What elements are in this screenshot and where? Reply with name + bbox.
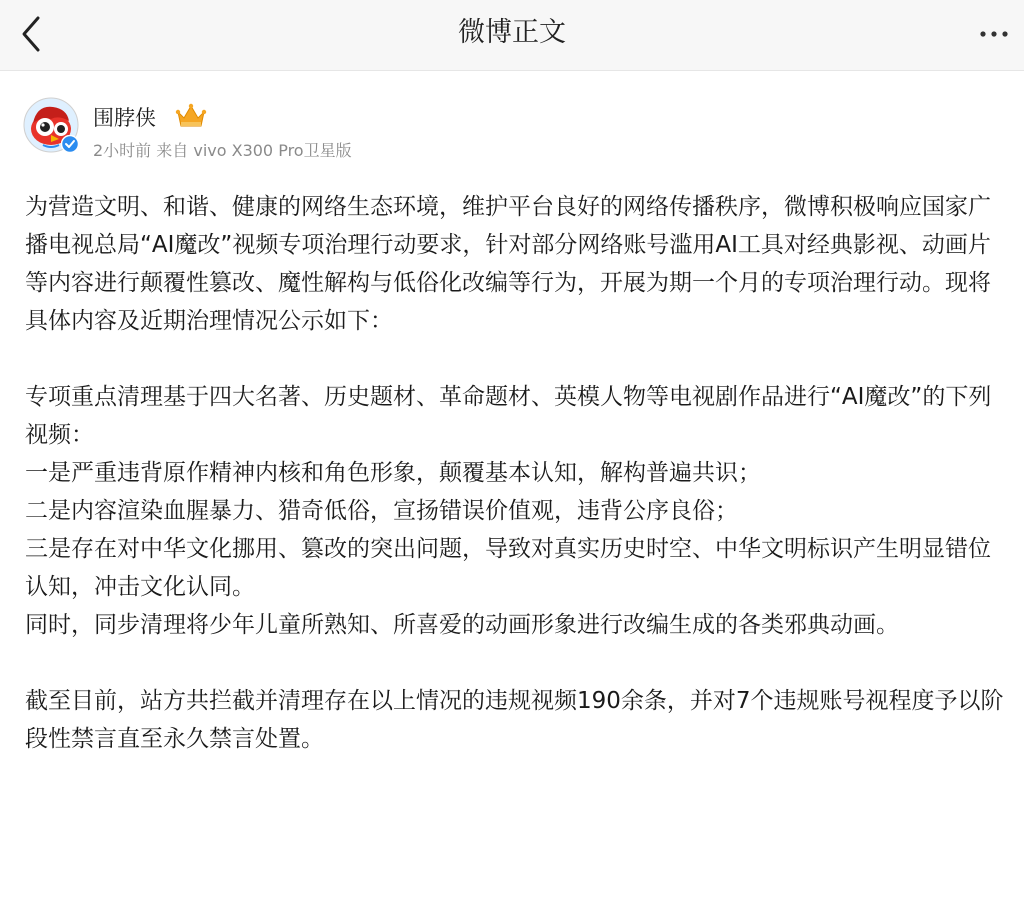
more-button[interactable]: [974, 14, 1014, 54]
back-button[interactable]: [14, 12, 54, 56]
crown-icon: [175, 102, 207, 130]
post-body: [25, 188, 1005, 758]
member-crown-badge[interactable]: [175, 102, 207, 130]
chevron-left-icon: [14, 12, 54, 56]
paragraph-spacer: [25, 644, 1005, 682]
paragraph-line: 专项重点清理基于四大名著、历史题材、革命题材、英模人物等电视剧作品进行“AI魔改”的下列视频：: [25, 384, 992, 448]
verified-check-icon: [61, 135, 79, 153]
page-title: 微博正文: [458, 17, 566, 48]
post-header: [0, 72, 1024, 172]
paragraph-intro: 为营造文明、和谐、健康的网络生态环境，维护平台良好的网络传播秩序，微博积极响应国家广播电视总局“AI魔改”视频专项治理行动要求，针对部分网络账号滥用AI工具对经典影视、动画片等内容进行颠覆性篡改、魔性解构与低俗化改编等行为，开展为期一个月的专项治理行动。现将具体内容及近期治理情况公示如下：: [25, 194, 991, 334]
paragraph-line: 三是存在对中华文化挪用、篡改的突出问题，导致对真实历史时空、中华文明标识产生明显错位认知，冲击文化认同。: [25, 536, 991, 600]
paragraph-line: 二是内容渲染血腥暴力、猎奇低俗，宣扬错误价值观，违背公序良俗；: [25, 498, 738, 524]
paragraph-spacer: [25, 340, 1005, 378]
post-meta: 2小时前 来自 vivo X300 Pro卫星版: [93, 141, 352, 160]
paragraph-summary: 截至目前，站方共拦截并清理存在以上情况的违规视频190余条，并对7个违规账号视程度予以阶段性禁言直至永久禁言处置。: [25, 688, 1004, 752]
author-name[interactable]: 围脖侠: [93, 106, 156, 130]
paragraph-line: 同时，同步清理将少年儿童所熟知、所喜爱的动画形象进行改编生成的各类邪典动画。: [25, 612, 899, 638]
top-nav-bar: [0, 0, 1024, 71]
ellipsis-icon: [974, 14, 1014, 54]
verified-badge: [61, 135, 79, 153]
paragraph-line: 一是严重违背原作精神内核和角色形象，颠覆基本认知，解构普遍共识；: [25, 460, 761, 486]
